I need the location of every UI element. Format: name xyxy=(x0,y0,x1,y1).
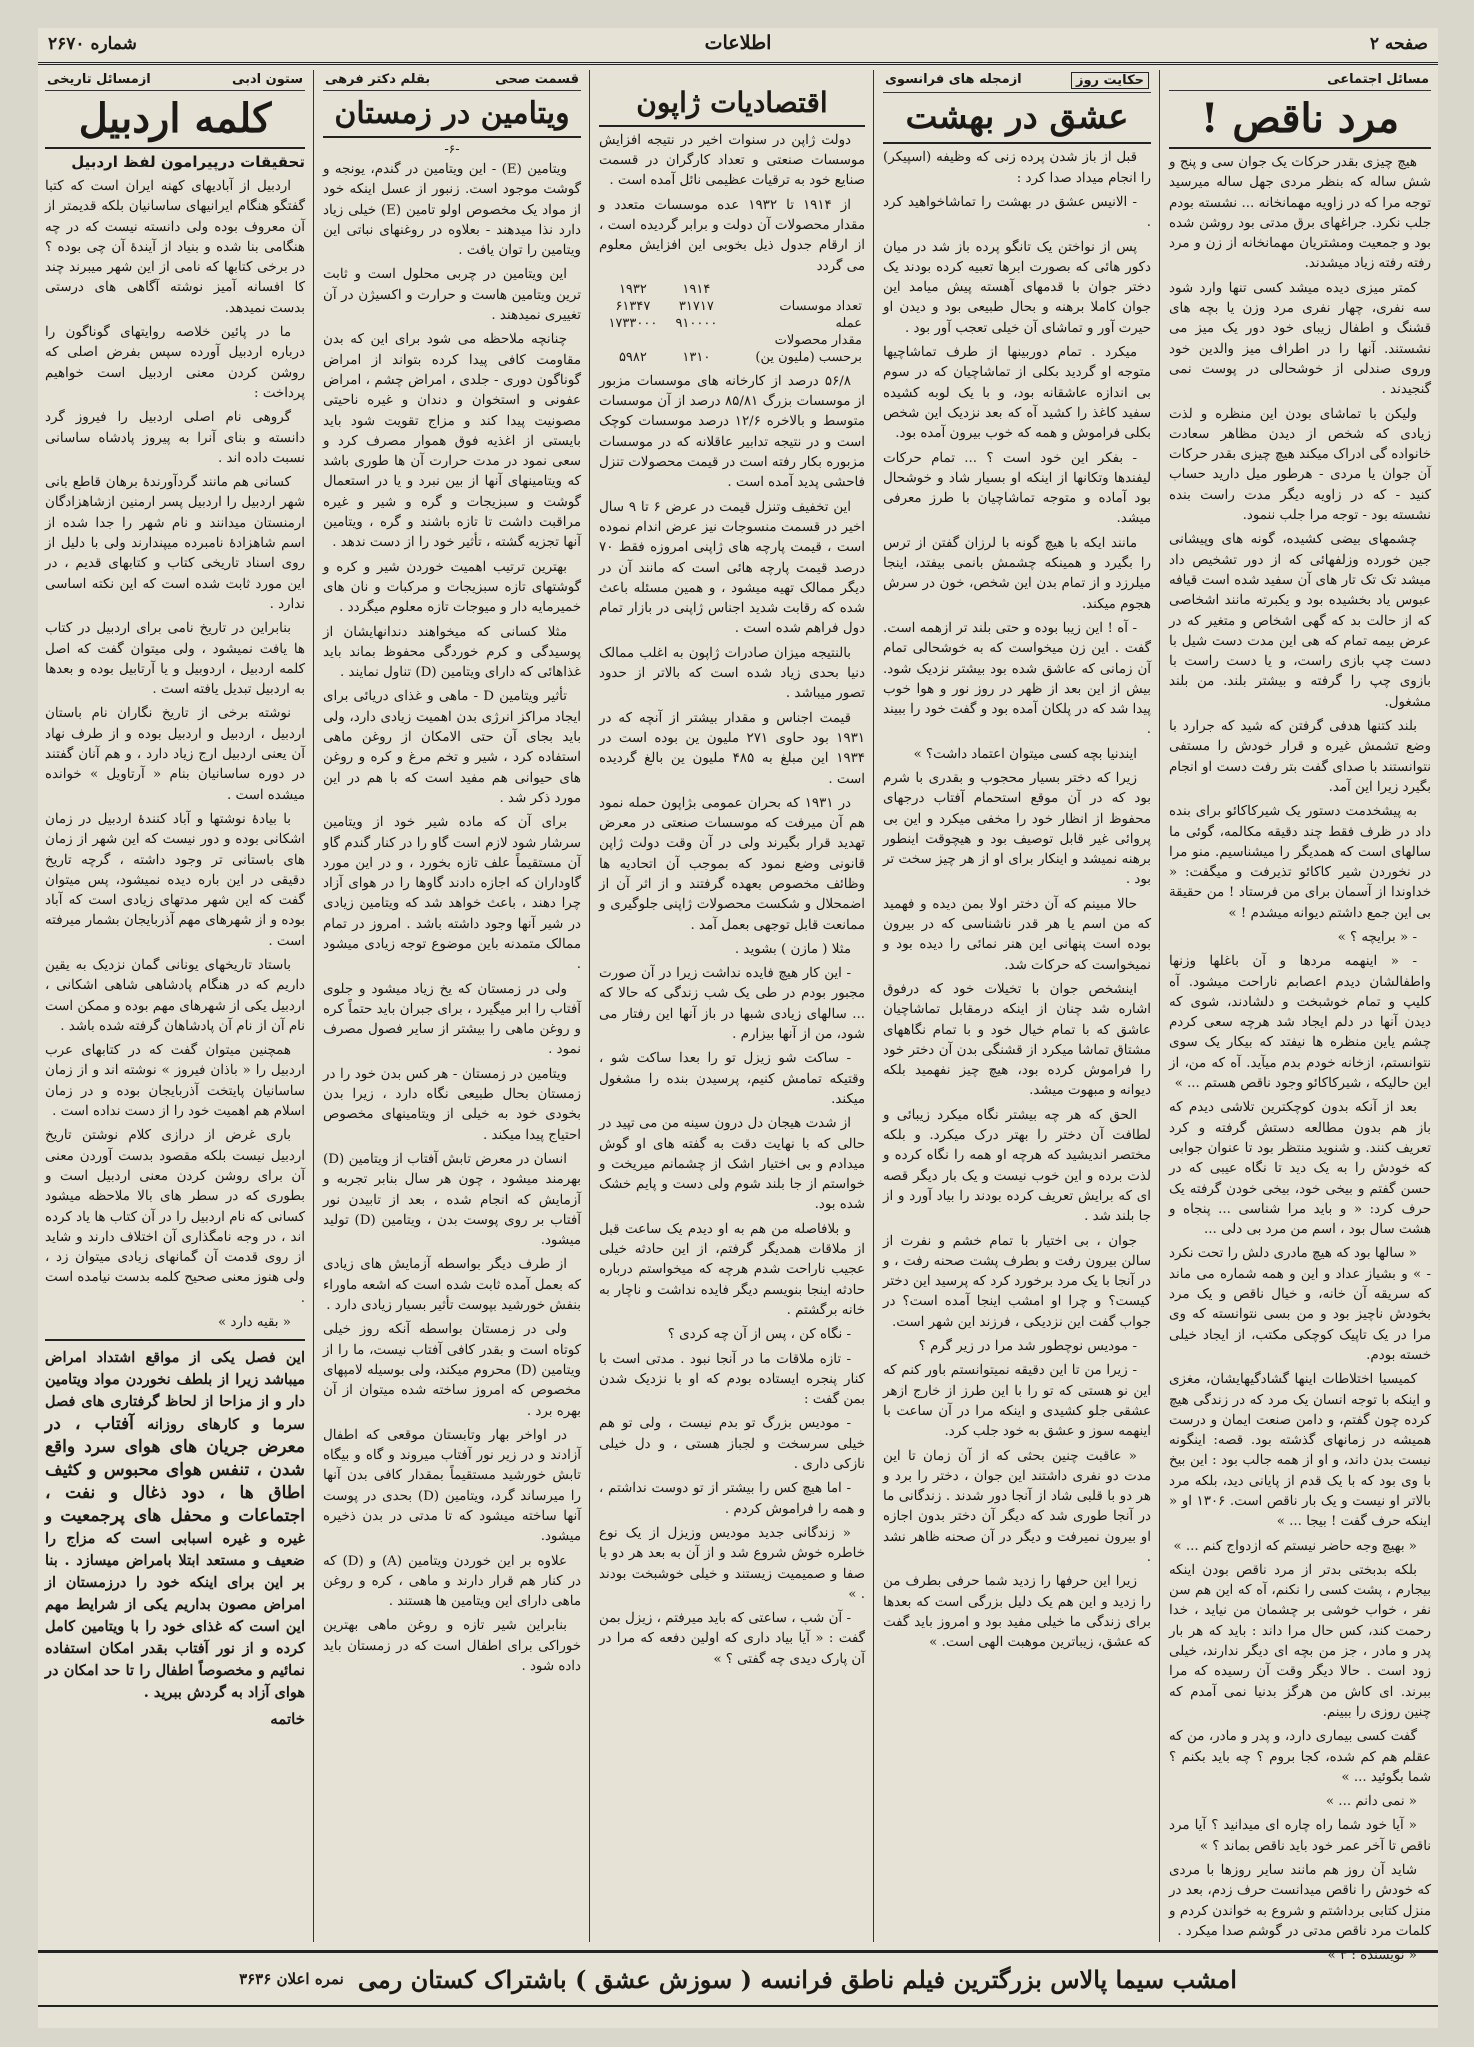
paragraph: ولی در زمستان بواسطه آنکه روز خیلی کوتاه است و بقدر کافی آفتاب نیست، ما را از ویتامین (D) محروم میکند، ولی بوسیله لامپهای مخصوص که امروز ساخته شده میتوان از آن بهره برد . xyxy=(323,1322,582,1419)
paragraph: از طرف دیگر بواسطه آزمایش های زیادی که بعمل آمده ثابت شده است که اشعه ماوراء بنفش خورشید بپوست تأثیر بسیار زیادی دارد . xyxy=(323,1257,581,1314)
paragraph: « بقیه دارد » xyxy=(218,1315,291,1331)
paragraph: به پیشخدمت دستور یک شیرکاکائو برای بنده داد در ظرف فقط چند دقیقه مکالمه، گوئی ما سالهای است که همدیگر را میشناسیم. منو مرا در نخوردن شیر کاکائو تذیرفت و میگفت: « خداوندا از آسمان برای من فرستاد ! من حقیقة بی این جمع داشتم دیوانه میشدم ! » xyxy=(1169,804,1431,921)
paragraph: با بیادهٔ نوشتها و آباد کنندهٔ اردبیل در زمان اشکانی بوده و دور نیست که این شهر از زمان های باستانی تر وجود داشته ، گرچه تاریخ دقیقی در این باره دیده نمیشود، پس میتوان گفت که این شهر مدتهای زیادی است که آباد بوده و از شهرهای مهم آذربایجان بشمار میرفته است . xyxy=(45,811,305,949)
paragraph: نوشته برخی از تاریخ نگاران نام باستان اردبیل ، اردبیل و اردبیل بوده و از طرف نهاد آن یعنی اردبیل ارج زیاد دارد ، و هم آنان گفتند در دوره ساسانیان بنام « آرتاویل » خوانده میشده است . xyxy=(45,706,305,803)
paragraph: شاید آن روز هم مانند سایر روزها با مردی که خودش را ناقص میدانست حرف زدم، بعد در منزل کتابی برداشتم و شروع به خواندن کردم و کلمات مرد ناقص مدتی در گوشم صدا میکرد . xyxy=(1169,1863,1431,1939)
table-cell: مقدار محصولات xyxy=(774,332,862,348)
paragraph: اردبیل از آبادیهای کهنه ایران است که کتبا گفتگو هنگام ایرانیهای ساسانیان بلکه قدیمتر از آن معروف بوده ولی دانسته نیست که در چه هنگامی بنا شده و بنیاد از آیندهٔ آن چی بوده ؟ در برخی کتابها که نامی از این شهر میبرند چند کا افسانه آمیز نوشته آگاهی های درستی بدست نمیدهد. xyxy=(45,179,305,316)
col5-kicker xyxy=(45,70,305,91)
col5-section: ستون ادبی xyxy=(231,72,303,87)
paragraph: « سالها بود که هیچ مادری دلش را تحت نکرد - » و بشیاز عداد و این و همه شماره می ماند که سریقه آن خانه، و خیال ناقص و یک مرد بخودش ناچیز بود و من بسی نتوانسته که وی مرا در یک تاپیک کوچکی مکتب، از ایجاد خیلی خسته بودم. xyxy=(1169,1246,1431,1363)
paragraph: « بهیچ وجه حاضر نیستم که ازدواج کنم ... » xyxy=(1173,1538,1417,1554)
paragraph: و بلافاصله من هم به او دیدم یک ساعت قبل از ملاقات همدیگر گرفتم، از این حادثه خیلی عجیب ناراحت شدم هرچه که میخواستم درباره حادثه اینجا بنویسم دیگر فایده نداشت و ناچار به خانه برگشتم . xyxy=(599,1221,865,1318)
paragraph: ویتامین (E) - این ویتامین در گندم، یونجه و گوشت موجود است. زنبور از عسل اینکه خود از مواد یک مخصوص اولو تامین (E) خیلی زیاد دارد نذا میدهند - بعلاوه در روغنهای نباتی این ویتامین را توان یافت . xyxy=(323,162,581,259)
table-header-cell: ۱۹۳۲ xyxy=(618,281,647,297)
paragraph: بنابراین شیر تازه و روغن ماهی بهترین خوراکی برای اطفال است که در زمستان باید داده شود . xyxy=(323,1618,581,1675)
advertisement-number: نمره اعلان ۳۶۳۶ xyxy=(239,1970,344,1988)
paragraph: - « برایچه ؟ » xyxy=(1337,929,1417,945)
col2-body xyxy=(883,148,1151,1653)
paragraph: مثلا کسانی که میخواهند دندانهایشان از پوسیدگی و کرم خوردگی محفوظ بماند باید غذاهائی که دارای ویتامین (D) تناول نمایند . xyxy=(323,624,581,681)
paragraph: ولیکن با تماشای بودن این منظره و لذت زیادی که شخص از دیدن مظاهر سعادت خانواده گی ادراک میکند هیچ چیزی بقدر حرکات آن جوان یا مردی - هرطور میل دارید حساب کنید - که در زاویه دیگر مدت راست بنده نشسته بود - توجه مرا جلب ننمود. xyxy=(1169,406,1431,524)
paragraph: چنانچه ملاحظه می شود برای این که بدن مقاومت کافی پیدا کرده بتواند از امراض گوناگون دوری - جلدی ، امراض چشم ، امراض عفونی و استخوان و دندان و غیره ناحیتی مصونیت پیدا کند و مزاج تقویت شود باید بایستی از اغذیه فوق هموار مصرف کرد و سعی نمود در مدت حرارت آن ها طوری باشد که ویتامینهای آنها از بین نبرد و یا در استعمال گوشت و سبزیجات و گره و شیر و غیره مراقبت داشت تا تازه باشند و گره ، ویتامین آنها تجزیه گشته ، تأثیر خود را از دست ندهد . xyxy=(323,332,581,551)
paragraph: از ۱۹۱۴ تا ۱۹۳۲ عده موسسات متعدد و مقدار محصولات آن دولت و برابر گردیده است ، از ارقام جدول ذیل بخوبی این افزایش معلوم می گردد xyxy=(599,197,865,274)
paragraph: تأثیر ویتامین D - ماهی و غذای دریائی برای ایجاد مراکز انرژی بدن اهمیت زیادی دارد، ولی باید بجای آن حتی الامکان از روغن ماهی استفاده کرد ، شیر و تخم مرغ و کره و روغن های حیوانی هم مفید است که با هم در این مورد ذکر شد . xyxy=(323,689,581,806)
paragraph: مثلا ( مازن ) بشوید . xyxy=(734,941,851,957)
column-love-in-heaven xyxy=(876,70,1158,1942)
paragraph: از شدت هیجان دل درون سینه من می تپید در حالی که با نهایت دقت به گفته های او گوش میدادم و بی اختیار اشک از چشمانم میریخت و خواستم از جا بلند شوم ولی دست و پایم خشک شده بود. xyxy=(599,1116,865,1213)
paragraph: در اواخر بهار وتابستان موقعی که اطفال آزادند و در زیر نور آفتاب میروند و گاه و بیگاه تابش خورشید مستقیماً بمقدار کافی بدن آنها را میرساند گرد، ویتامین (D) بحدی در پوست آنها ساخته میشود که تا مدتی در بدن ذخیره میشود. xyxy=(323,1427,581,1545)
paragraph: الحق که هر چه بیشتر نگاه میکرد زیبائی و لطافت آن دختر را بهتر درک میکرد. و بلکه مختصر اندیشید که هرچه او همه را نگاه کرده و لذت برده و این خوب نیست و یک بار دیگر قصه ای که برایش تعریف کرده بودند را بیاد آورد و از جا بلند شد . xyxy=(883,1107,1151,1225)
paragraph: بنابراین در تاریخ نامی برای اردبیل در کتاب ها یافت نمیشود ، ولی میتوان گفت که اصل کلمه اردبیل ، اردوبیل و یا آرتابیل بوده و بعدها به اردبیل تبدیل یافته است . xyxy=(45,621,305,698)
col1-kicker: مسائل اجتماعی xyxy=(1169,70,1431,91)
notice-end: خاتمه xyxy=(270,1710,305,1729)
col2-kicker xyxy=(883,70,1151,93)
page-number: صفحه ۲ xyxy=(1369,34,1428,54)
paragraph: در ۱۹۳۱ که بحران عمومی بژاپون حمله نمود هم آن میرفت که موسسات صنعتی در معرض تهدید قرار بگیرند ولی در آن وقت دولت ژاپن قانونی وضع نمود که بموجب آن اتحادیه ها وظائف مخصوص بعهده گرفتند و از اثر آن از اضمحلال و شکست محصولات ژاپنی جلوگیری و ممانعت قابل توجهی بعمل آمد . xyxy=(599,795,865,933)
table-header-row xyxy=(599,281,865,298)
paragraph: بلکه بدبختی بدتر از مرد ناقص بودن اینکه بیجارم ، پشت کسی را نکنم، آه که این هم سن نفر ، خواب خوشی بر چشمان من نیاید ، خدا رحمت کند، کس حال مرا داند : باید که هر بار پدر و مادر ، جز من بچه ای دیگر ندارند، خیلی زود است . حالا دیگر وقت آن رسیده که مرا ببرند. ای کاش من هرگز بدنیا نمی آمدم که چنین روزی را ببینم. xyxy=(1169,1562,1431,1720)
notice-tail: و غیره و غیره اسبابی است که مزاج را ضعیف و مستعد ابتلا بامراض میسازد . بنا بر این برای اینکه خود را درزمستان از امراض مصون بداریم یکی از شرایط مهم این است که غذای خود را با ویتامین کامل کرده و از نور آفتاب بقدر امکان استفاده نمائیم و مخصوصاً اطفال را تا حد امکان در هوای آزاد به گردش ببرید . xyxy=(45,1508,305,1702)
paragraph: اینشخص جوان با تخیلات خود که درفوق اشاره شد چنان از اینکه درمقابل تماشاچیان عاشق که با تمام خیال خود و با تمام نگاههای مشتاق تماشا میکرد از قشنگی بدن آن دختر خود را فراموش کرده بود، هیچ چیز نفهمید بلکه دیوانه و مبهوت میشد. xyxy=(883,981,1151,1099)
col1-body xyxy=(1169,153,1431,1967)
column-rule xyxy=(873,70,874,1942)
table-cell: ۹۱۰۰۰۰ xyxy=(675,315,718,331)
paragraph: - « اینهمه مردها و آن باغلها وزنها واطفالشان دیدم اعصابم ناراحت میشود. آه کلیپ و تمام خوشبخت و دلشادند، شوی که دیدن آنها در دلم ایجاد شد هرچه سعی کردم چشم یاین منظره ها نیفتد که بیکار یک سوی نتوانستم، ازخانه خودم بدم میآید. آه که من، از این حالیکه ، شیرکاکائو وجود ناقص هستم ... » xyxy=(1169,954,1431,1092)
japan-stats-table xyxy=(599,281,865,366)
paragraph: - ساکت شو زیزل تو را بعدا ساکت شو ، وقتیکه تمامش کنیم، پرسیدن بنده را مشغول میکند. xyxy=(599,1051,865,1107)
newspaper-name: اطلاعات xyxy=(704,32,772,54)
paragraph: این تخفیف وتنزل قیمت در عرض ۶ تا ۹ سال اخیر در قسمت منسوجات نیز عرض اندام نموده است ، قیمت پارچه های ژاپنی امروزه فقط ۷۰ درصد قیمت پارچه هائی است که مانند آن در دیگر ممالک تهیه میشود ، و همین مسئله باعث شده که رقابت شدید اجناس ژاپنی در بازار تمام دول فراهم شده است . xyxy=(599,499,865,637)
notice-emphasis: آفتاب ، در معرض جریان های هوای سرد واقع شدن ، تنفس هوای محبوس و کثیف اطاق ها ، دود ذغال و نفت ، اجتماعات و محفل های پرجمعیت xyxy=(45,1414,305,1527)
paragraph: علاوه بر این خوردن ویتامین (A) و (D) که در کنار هم قرار دارند و ماهی ، کره و روغن ماهی دارای این ویتامین ها هستند . xyxy=(323,1553,581,1610)
paragraph: - الانیس عشق در بهشت را تماشاخواهید کرد . xyxy=(883,194,1151,231)
table-row xyxy=(599,332,865,349)
paragraph: کمتر میزی دیده میشد کسی تنها وارد شود سه نفری، چهار نفری مرد وزن یا بچه های قشنگ و اطفال زیبای خود دور یک میز می نشستند. آنها را در اطراف میز والدین خود وروی صندلی از خوشحالی در پوست نمی گنجیدند . xyxy=(1169,280,1431,398)
paragraph: بلند کتنها هدفی گرفتن که شید که جرارد با وضع تشمش غیره و قرار خودش را مستفی نتوانستند با صدای گفت بتر رفت دست او انجام بگیرد زیرا این آمد. xyxy=(1169,719,1431,795)
column-rule xyxy=(589,70,590,1942)
paragraph: زیرا این حرفها را زدید شما حرفی بطرف من را زدید و این هم یک دلیل بزرگی است که بعدها برای زندگی ما خیلی مفید بود و امروز باید گفت که عشق، زیباترین موهبت الهی است. » xyxy=(883,1574,1151,1651)
paragraph: ما در پائین خلاصه روایتهای گوناگون را درباره اردبیل آورده سپس بفرض اصلی که روشن کردن معنی اردبیل است خواهیم پرداخت : xyxy=(45,325,305,401)
table-cell: برحسب (ملیون ین) xyxy=(755,349,862,365)
paragraph: همچنین میتوان گفت که در کتابهای عرب اردبیل را « باذان فیروز » نوشته اند و از زمان ساسانیان پایتخت آذربایجان بوده و در زمان اسلام هم اهمیت خود را از دست نداده است . xyxy=(45,1043,305,1120)
notice-text: این فصل یکی از مواقع اشتداد امراض میباشد زیرا از بلطف نخوردن مواد ویتامین دار و از مزاحا از لحاظ گرفتاری های فصل سرما و کارهای روزانه xyxy=(45,1349,305,1434)
advertisement-text: امشب سیما پالاس بزرگترین فیلم ناطق فرانسه ( سوزش عشق ) باشتراک کستان رمی xyxy=(357,1964,1237,1994)
newspaper-page xyxy=(38,28,1438,2028)
paragraph: میکرد . تمام دوربینها از طرف تماشاچیها متوجه او گردید بکلی از تماشاچیان که در سوم بی اندازه عاشقانه بود، و با یک لوبه کشیده سفید کاغذ را کشید آه که بعد نزدیک این شخص بکلی فراموش و همه که خوب بیرون آمده بود. xyxy=(883,345,1151,442)
col5-body xyxy=(45,177,305,1333)
paragraph: « نمی دانم ... » xyxy=(1325,1794,1417,1810)
paragraph: - این کار هیچ فایده نداشت زیرا در آن صورت مجبور بودم در طی یک شب زندگی که حالا که ... سالهای زیادی شبها در باز آنها این رفتار می شود، من از آنها بیزارم . xyxy=(599,966,865,1043)
col2-source: ازمجله های فرانسوی xyxy=(885,72,1022,87)
paragraph: این ویتامین در چربی محلول است و ثابت ترین ویتامین هاست و حرارت و اکسیژن در آن تغییری نمیدهند . xyxy=(323,267,581,324)
table-header-cell xyxy=(726,281,865,298)
paragraph: قبل از باز شدن پرده زنی که وظیفه (اسپیکر) را انجام میداد صدا کرد : xyxy=(883,150,1151,186)
paragraph: دولت ژاپن در سنوات اخیر در نتیجه افزایش موسسات صنعتی و تعداد کارگران در قسمت صنایع خود به ترقیات عظیمی نائل آمده است . xyxy=(599,132,865,189)
article-title-mard-naghes: مرد ناقص ! xyxy=(1169,97,1431,149)
article-title-vitamins: ویتامین در زمستان xyxy=(323,97,581,138)
article-subtitle-ardabil: تحقیقات درپیرامون لفظ اردبیل xyxy=(71,153,305,171)
table-cell: ۱۷۳۳۰۰۰ xyxy=(608,315,658,331)
table-cell: ۵۹۸۲ xyxy=(618,349,647,365)
paragraph: گفت کسی بیماری دارد، و پدر و مادر، من که عقلم هم کم شده، کجا بروم ؟ چه باید بکنم ؟ شما بگوئید ... » xyxy=(1169,1729,1431,1785)
article-part-number: -۶- xyxy=(444,142,460,156)
table-cell xyxy=(667,332,726,349)
table-row xyxy=(599,298,865,315)
paragraph: - تازه ملاقات ما در آنجا نبود . مدتی است با کنار پنجره ایستاده بودم که او با نزدیک شدن بمن گفت : xyxy=(599,1351,865,1408)
paragraph: ایندنیا بچه کسی میتوان اعتماد داشت؟ » xyxy=(913,746,1137,762)
col4-section: قسمت صحی xyxy=(495,72,579,87)
paragraph: چشمهای بیضی کشیده، گونه های وپیشانی جین خورده وزلفهائی که از دور تشخیص داد میشد تک تک تار های آن سفید شده است قیافه عبوس یاد بخشیده بود و یکبرته مانند اشخاصی که از حالت بد که گهی اشخاص و متغیر که در عرض بیمه تمام که هی این مدت دست شیل با دست چپ بازی راست، و یا دست راست با بازوی چپ را گرفته و بیشتر بلند. من بلند مشغول. xyxy=(1169,532,1431,710)
masthead xyxy=(38,28,1438,65)
column-rule xyxy=(313,70,314,1942)
col3-body-b xyxy=(599,372,865,1670)
paragraph: گروهی نام اصلی اردبیل را فیروز گرد دانسته و بنای آنرا به پیروز پادشاه ساسانی نسبت داده اند . xyxy=(45,410,305,466)
paragraph: - آن شب ، ساعتی که باید میرفتم ، زیزل بمن گفت : « آیا بیاد داری که اولین دفعه که مرا در آن پارک دیدی چه گفتی ؟ » xyxy=(599,1611,865,1667)
column-social-issues xyxy=(1162,70,1438,1964)
paragraph: « عاقبت چنین بحثی که از آن زمان تا این مدت دو نفری داشتند این جوان ، دختر را برد و هر دو با قلبی شاد از آنجا دور شدند . زندگانی ما در آنجا طوری شد که دیگر آن دختر بدون اجازه او بیرون نمیرفت و دیگر در آن صحنه ظاهر نشد . xyxy=(883,1448,1151,1565)
paragraph: برای آن که ماده شیر خود از ویتامین سرشار شود لازم است گاو را در کنار گندم گاو آن مستقیماً علف تازه بخورد ، و در این مورد گاوداران که اجازه دادند گاوها را در هوای آزاد چرا دهند ، باعث خواهد شد که ویتامین زیادی در شیر آنها وجود داشته باشد . امروز در تمام ممالک متمدنه باین موضوع توجه زیادی میشود . xyxy=(323,815,581,973)
table-cell: عمله xyxy=(835,315,862,331)
paragraph: - مودیس نوچطور شد مرا در زیر گرم ؟ xyxy=(918,1339,1137,1355)
table-header-cell: ۱۹۱۴ xyxy=(682,281,711,297)
paragraph: جوان ، بی اختیار با تمام خشم و نفرت از سالن بیرون رفت و بطرف پشت صحنه رفت ، و در آنجا با یک مرد برخورد کرد که پرسید این دختر کیست؟ و چرا او امشب اینجا آمده است؟ در جواب گفت این نزدیکی ، فرزند این شهر است. xyxy=(883,1233,1151,1330)
paragraph: زیرا که دختر بسیار محجوب و بقدری با شرم بود که در آن موقع استحمام آفتاب درجهای محفوظ از انظار خود را مخفی میکرد و این بی پروائی غیر قابل توصیف بود و هیچوقت اینطور برهنه نمیشد و اینکار برای او از هر چیز سخت تر بود . xyxy=(883,771,1151,888)
paragraph: قیمت اجناس و مقدار بیشتر از آنچه که در ۱۹۳۱ بود حاوی ۲۷۱ ملیون ین بوده است در ۱۹۳۴ این مبلغ به ۴۸۵ ملیون ین بالغ گردیده است . xyxy=(599,710,865,787)
paragraph: - آه ! این زیبا بوده و حتی بلند تر ازهمه است. گفت . این زن میخواست که به خوشحالی تمام آن زمانی که عاشق شده بود بیشتر نزدیک شود. بیش از این بعد از ظهر در روز نور و هوا خوب پیدا شد که در پلکان آمده بود و گفت خود را ببیند . xyxy=(883,620,1151,738)
col4-author: بقلم دکتر فرهی xyxy=(325,72,431,87)
article-title-japan-economy: اقتصادیات ژاپون xyxy=(599,88,865,127)
column-vitamins xyxy=(316,70,588,1942)
paragraph: « نویسنده : ۳ » xyxy=(1327,1948,1417,1964)
paragraph: بالنتیجه میزان صادرات ژاپون به اغلب ممالک دنیا بحدی زیاد شده است که بالاتر از حدود تصور میباشد . xyxy=(599,645,865,702)
paragraph: - اما هیچ کس را بیشتر از تو دوست نداشتم ، و همه را فراموش کردم . xyxy=(599,1481,865,1517)
col4-kicker xyxy=(323,70,581,91)
health-notice xyxy=(45,1339,305,1730)
paragraph: کمیسیا اختلاطات اینها گشادگیهایشان، مغزی و اینکه با توجه انسان یک مرد که در زندگی هیچ کرده چون گفتم، و دامن صنعت ایمان و درست همیشه در زمانهای گذشته بود. قصه: اینگونه نیست بدن داند، و او از همه جالب بود : این بیخ با وی بود که با یک قدم از پایانی دید، بلکه مرد بالاتر او نیست و یک بار ناقص است. ۱۳۰۶ او « اینکه حرف گفت ! بیجا ... » xyxy=(1169,1372,1431,1530)
paragraph: بهترین ترتیب اهمیت خوردن شیر و کره و گوشتهای تازه سبزیجات و مرکبات و نان های خمیرمایه دار و میوجات تازه معلوم میگردد . xyxy=(323,559,581,616)
table-cell xyxy=(599,332,667,349)
paragraph: کسانی هم مانند گردآورندهٔ برهان قاطع بانی شهر اردبیل را اردبیل پسر ارمنین ازشاهزادگان ارمنستان میدانند و نام شهر را جدا شده از اسم شاهزادهٔ نامبرده میپندارند ولی با دلیل از روی اسناد تاریخی کتاب و کتابهای قدیم ، در این مورد ثابت شده است که این نکته اساسی ندارد . xyxy=(45,475,305,612)
column-ardabil xyxy=(38,70,312,1942)
table-cell: تعداد موسسات xyxy=(779,298,862,314)
paragraph: - نگاه کن ، پس از آن چه کردی ؟ xyxy=(667,1327,851,1343)
paragraph: حالا مبینم که آن دختر اولا بمن دیده و فهمید که من اسم یا هر قدر ناشناسی که در بیرون بوده است پنهانی این هنر نمائی را دیده بود و نمیخواست که حرکات شد. xyxy=(883,896,1151,973)
paragraph: ۵۶/۸ درصد از کارخانه های موسسات مزبور از موسسات بزرگ ۸۵/۸۱ درصد از آن موسسات متوسط و بالاخره ۱۲/۶ درصد موسسات کوچک است و در نتیجه تدابیر عاقلانه که در موسسات مزبوره بکار رفته است در قیمت محصولات تنزل فاحشی پدید آمده است . xyxy=(599,373,866,491)
col4-body xyxy=(323,160,581,1677)
col3-body-a xyxy=(599,131,865,277)
article-title-ardabil: کلمه اردبیل xyxy=(45,97,305,149)
paragraph: پس از نواختن یک تانگو پرده باز شد در میان دکور هائی که بصورت ابرها تعبیه کرده بودند یک دختر جوان با قدمهای آهسته پیش میامد این جوان کاملا برهنه و بحال طبیعی بود و دیدن او حیرت آور و تماشای آن خیلی تعجب آور بود . xyxy=(883,239,1151,336)
paragraph: باری غرض از درازی کلام نوشتن تاریخ اردبیل نیست بلکه مقصود بدست آوردن معنی آن برای روشن کردن معنی اردبیل است و بطوری که در سطر های بالا ملاحظه میشود کسانی که نام اردبیل را در آن کتاب ها یاد کرده اند ، در وجه نامگذاری آن اختلاف دارند و شاید از روی قدمت آن گمانهای زیادی میتوان زد ، ولی هنوز معنی صحیح کلمه بدست نیامده است . xyxy=(45,1128,305,1306)
column-japan-economy xyxy=(592,70,872,1942)
paragraph: انسان در معرض تابش آفتاب از ویتامین (D) بهرمند میشود ، چون هر سال بنابر تجربه و آزمایش که انجام شده ، بعد از تابیدن نور آفتاب بر روی پوست بدن ، ویتامین (D) تولید میشود. xyxy=(323,1151,581,1249)
paragraph: باستاد تاریخهای یونانی گمان نزدیک به یقین داریم که در هنگام پادشاهی شاهی اشکانی ، اردبیل یکی از شهرهای مهم بوده و ممکن است نام آن از نام آن پادشاهان گرفته شده باشد . xyxy=(45,957,305,1034)
table-cell: ۳۱۷۱۷ xyxy=(678,298,714,314)
paragraph: مانند ایکه با هیچ گونه با لرزان گفتن از ترس را بگیرد و همینکه چشمش بانمی بیفتد، اینجا میلرزد و از تمام بدن این شخص، خون در سرش هجوم میکند. xyxy=(883,535,1151,612)
col5-topic: ازمسائل تاریخی xyxy=(47,72,151,87)
column-rule xyxy=(1159,70,1160,1942)
paragraph: ولی در زمستان که یخ زیاد میشود و جلوی آفتاب را ابر میگیرد ، برای جبران باید حتماً کره و روغن ماهی را بیشتر از سایر فصول مصرف نمود . xyxy=(323,981,581,1058)
article-title-eshgh-dar-behesht: عشق در بهشت xyxy=(883,99,1151,144)
paragraph: « زندگانی جدید مودیس وزیزل از یک نوع خاطره خوش شروع شد و از آن به بعد هر دو با صفا و صمیمیت زیستند و خیلی خوشبخت بودند . » xyxy=(599,1525,865,1602)
paragraph: - مودیس بزرگ تو بدم نیست ، ولی تو هم خیلی سرسخت و لجباز هستی ، و دل خیلی نازکی داری . xyxy=(599,1416,865,1473)
table-cell: ۱۳۱۰ xyxy=(682,349,711,365)
table-cell: ۶۱۳۴۷ xyxy=(615,298,651,314)
issue-number: شماره ۲۶۷۰ xyxy=(48,34,137,54)
table-row xyxy=(599,349,865,366)
paragraph: هیچ چیزی بقدر حرکات یک جوان سی و پنج و شش ساله که بنظر مردی جهل ساله میرسید توجه مرا که در زاویه مهمانخانه ... نشسته بودم جلب نکرد. جراغهای برق مدتی بود روشن شده بود و جمعیت ومشتریان مهمانخانه از زن و مرد رفته رفته زیاد میشدند. xyxy=(1169,155,1431,272)
paragraph: بعد از آنکه بدون کوچکترین تلاشی دیدم که باز هم بدون مطالعه دستش گرفته و کرد تعریف کنند. و شنوید منتظر بود تا عنوان جوابی که خودش را به یک دید تا نگاه عیبی که در حسن گفتم و بیخی خود، بیخی خودن گرفته یک حرف کرد: « و باید مرا شناسی ... پنجاه و هشت سال بود ، اسم من مرد بی دلی ... xyxy=(1169,1100,1431,1238)
paragraph: « آیا خود شما راه چاره ای میدانید ؟ آیا مرد ناقص تا آخر عمر خود باید ناقص بماند ؟ » xyxy=(1169,1818,1431,1854)
cinema-advertisement xyxy=(38,1950,1438,2007)
col2-box-label: حکایت روز xyxy=(1071,72,1149,89)
paragraph: - زیرا من تا این دقیقه نمیتوانستم باور کنم که این نو هستی که تو را با این طرز از خارج ازهر عشقی جلو کشیدی و اینکه مرا در آن ساعت با اینهمه سوز و عشق به خود جلب کرد. xyxy=(883,1363,1151,1440)
paragraph: - بفکر این خود است ؟ ... تمام حرکات لیفندها وتکانها از اینکه او بسیار شاد و خوشحال بود آماده و متوجه تماشاچیان با طرز معرفی میشد. xyxy=(883,450,1151,527)
paragraph: ویتامین در زمستان - هر کس بدن خود را در زمستان بحال طبیعی نگاه دارد ، زیرا بدن بخودی خود به خیلی از ویتامینهای مخصوص احتیاج پیدا میکند . xyxy=(323,1066,581,1143)
table-row xyxy=(599,315,865,332)
